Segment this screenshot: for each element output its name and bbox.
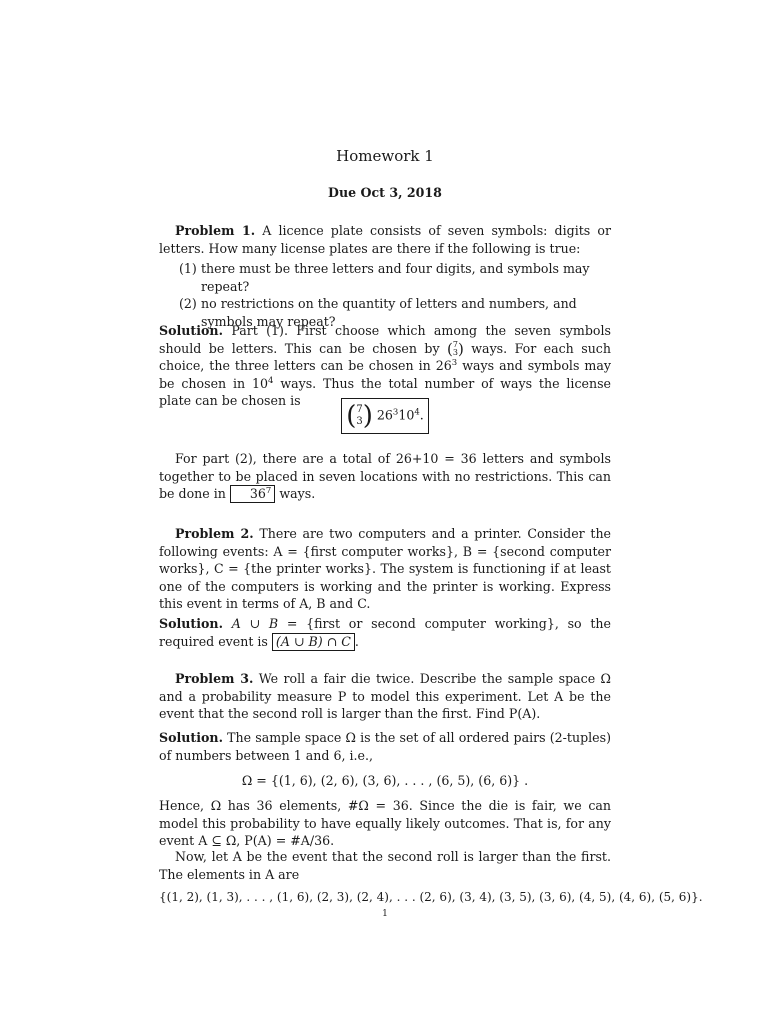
solution-1-part-2: For part (2), there are a total of 26+10 = 36 letters and symbols together to be placed in seven locations with no restrictions. This can be done in $36^7$ ways. xyxy=(159,451,611,502)
solution-3-text-2: Hence, Ω has 36 elements, #Ω = 36. Since the die is fair, we can model this probability to have equally likely outcomes. That is, for any event A ⊆ Ω, P(A) = #A/36. xyxy=(159,798,611,849)
solution-1-label: Solution. xyxy=(159,323,223,338)
page-number: 1 xyxy=(382,909,388,919)
due-date: Due Oct 3, 2018 xyxy=(328,185,442,200)
problem-3 xyxy=(159,670,611,723)
solution-2: Solution. A ∪ B = {first or second computer working}, so the required event is (A ∪ B) ∩ C . xyxy=(159,616,611,649)
problem-1 xyxy=(159,222,611,257)
boxed-answer-3: (A ∪ B) ∩ C xyxy=(272,633,355,651)
problem-1-label: Problem 1. xyxy=(175,223,256,238)
problem-2-label: Problem 2. xyxy=(175,526,254,541)
solution-1: Solution. Part (1). First choose which among the seven symbols should be letters. This can be chosen by ( 7 3 ) ways. For each such choice, the three letters can be chosen in $26^3$ ways and symbols may be chosen in $10^4$ ways. Thus the total number of ways the license plate can be chosen is xyxy=(159,323,611,409)
binomial-inline: ( 7 3 ) xyxy=(447,340,464,359)
document-title: Homework 1 xyxy=(336,147,434,165)
solution-3-text-3: Now, let A be the event that the second roll is larger than the first. The elements in A are xyxy=(159,849,611,882)
solution-3: Solution. The sample space Ω is the set of all ordered pairs (2-tuples) of numbers between 1 and 6, i.e., xyxy=(159,730,611,763)
equation-event-a: {(1, 2), (1, 3), . . . , (1, 6), (2, 3), (2, 4), . . . (2, 6), (3, 4), (3, 5), (3, 6), (4, 5), (4, 6), (5, 6)}. xyxy=(159,890,703,904)
problem-2-text: There are two computers and a printer. Consider the following events: A = {first computer works}, B = {second computer works}, C = {the printer works}. The system is functioning if at least one of the computers is working and the printer is working. Express this event in terms of A, B and C. xyxy=(159,526,612,612)
list-item: (2) no restrictions on the quantity of letters and numbers, and symbols may repeat? xyxy=(179,296,577,329)
problem-2 xyxy=(159,525,611,613)
list-item: (1) there must be three letters and four digits, and symbols may repeat? xyxy=(179,261,590,294)
problem-3-text: We roll a fair die twice. Describe the sample space Ω and a probability measure P to model this experiment. Let A be the event that the second roll is larger than the first. Find P(A). xyxy=(159,671,611,722)
problem-3-label: Problem 3. xyxy=(175,671,254,686)
boxed-answer-2: $36^7$ xyxy=(230,485,275,503)
solution-3-label: Solution. xyxy=(159,730,223,745)
boxed-answer-1: ( 7 3 ) $26^310^4$. xyxy=(159,398,611,434)
equation-sample-space: Ω = {(1, 6), (2, 6), (3, 6), . . . , (6, 5), (6, 6)} . xyxy=(241,773,529,788)
solution-2-label: Solution. xyxy=(159,616,223,631)
problem-1-text: A licence plate consists of seven symbols: digits or letters. How many license plates are there if the following is true: xyxy=(159,223,611,256)
problem-1-list xyxy=(179,260,611,330)
